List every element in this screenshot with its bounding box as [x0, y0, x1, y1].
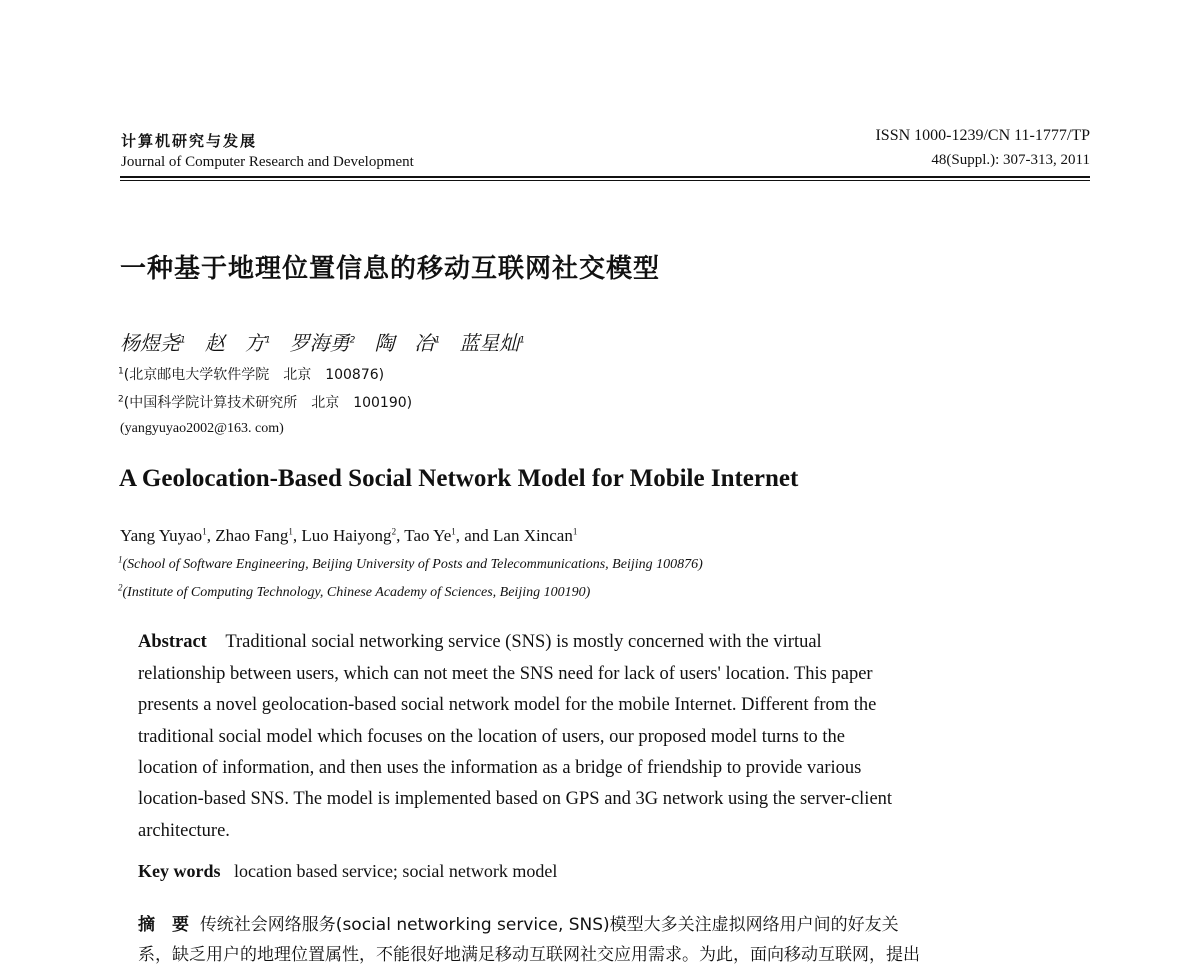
author-cn: 陶 冶$^1$ [374, 331, 441, 355]
author-cn: 蓝星灿$^1$ [459, 331, 525, 355]
authors-en [120, 526, 577, 546]
affiliation-en-2: $^2$(Institute of Computing Technology, Chinese Academy of Sciences, Beijing 100190) [118, 582, 591, 600]
abstract-line-2: relationship between users, which can not meet the SNS need for lack of users' location. This paper [138, 664, 873, 684]
keywords [138, 861, 557, 882]
journal-name-cn: 计算机研究与发展 [121, 132, 258, 150]
abstract-cn-line-2: 系，缺乏用户的地理位置属性，不能很好地满足移动互联网社交应用需求。为此，面向移动互联网，提出 [138, 945, 920, 965]
abstract-cn-label: 摘 要 [138, 915, 189, 935]
abstract-line-3: presents a novel geolocation-based social network model for the mobile Internet. Different from the [138, 695, 877, 715]
journal-name-en: Journal of Computer Research and Development [121, 154, 414, 170]
author-en: Luo Haiyong$^2$, [301, 526, 405, 545]
abstract-label: Abstract [138, 632, 207, 652]
email: (yangyuyao2002@163. com) [120, 421, 284, 436]
author-en: Tao Ye$^1$, and [404, 526, 494, 545]
author-en: Lan Xincan$^1$ [493, 526, 578, 545]
title-en: A Geolocation-Based Social Network Model for Mobile Internet [119, 465, 799, 492]
author-cn: 赵 方$^1$ [204, 331, 271, 355]
author-cn: 杨煜尧$^1$ [120, 331, 186, 355]
abstract-cn-line-1: 摘 要 传统社会网络服务(social networking service, SNS)模型大多关注虚拟网络用户间的好友关 [138, 915, 899, 935]
author-en: Yang Yuyao$^1$, [120, 526, 216, 545]
abstract-line-1: Abstract Traditional social networking service (SNS) is mostly concerned with the virtual [138, 632, 822, 652]
abstract-line-5: location of information, and then uses the information as a bridge of friendship to provide various [138, 758, 862, 778]
authors-cn [120, 327, 525, 356]
affiliation-en-1: $^1$(School of Software Engineering, Beijing University of Posts and Telecommunications, Beijing 100876) [118, 554, 703, 572]
header-rule-thin [120, 180, 1090, 181]
abstract-line-7: architecture. [138, 821, 230, 841]
author-cn: 罗海勇$^2$ [289, 331, 356, 355]
abstract-line-4: traditional social model which focuses on the location of users, our proposed model turns to the [138, 727, 845, 747]
title-cn: 一种基于地理位置信息的移动互联网社交模型 [120, 254, 661, 284]
author-en: Zhao Fang$^1$, [215, 526, 302, 545]
affiliation-cn-2: $^2$(中国科学院计算技术研究所 北京 100190) [118, 394, 413, 411]
issn: ISSN 1000-1239/CN 11-1777/TP [875, 127, 1090, 144]
keywords-label: Key words [138, 861, 221, 881]
abstract-line-6: location-based SNS. The model is implemented based on GPS and 3G network using the server-client [138, 789, 893, 809]
issue-info: 48(Suppl.): 307-313, 2011 [931, 152, 1090, 168]
keywords-text: location based service; social network model [234, 861, 558, 881]
affiliation-cn-1: $^1$(北京邮电大学软件学院 北京 100876) [118, 366, 385, 383]
header-rule-thick [120, 176, 1090, 178]
